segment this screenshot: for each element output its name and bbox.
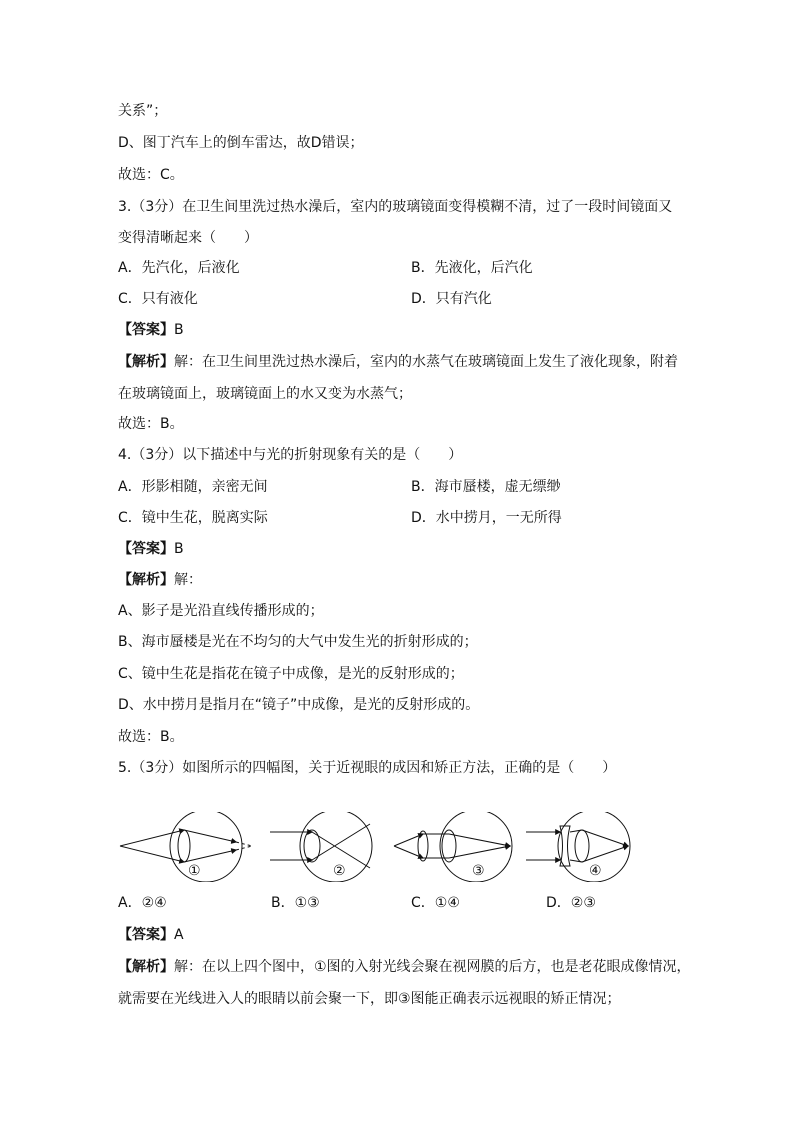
q4-option-a: A．形影相随，亲密无间 [118, 479, 268, 495]
answer-value: A [174, 927, 184, 943]
q3-option-a: A．先汽化，后液化 [118, 260, 240, 276]
question-5-stem: 5.（3分）如图所示的四幅图，关于近视眼的成因和矫正方法，正确的是（ ） [118, 760, 617, 776]
question-3-stem: 3.（3分）在卫生间里洗过热水澡后，室内的玻璃镜面变得模糊不清，过了一段时间镜面又 [118, 199, 673, 215]
question-4-stem: 4.（3分）以下描述中与光的折射现象有关的是（ ） [118, 447, 463, 463]
q3-option-b: B．先液化，后汽化 [411, 260, 533, 276]
q4-analysis-line: B、海市蜃楼是光在不均匀的大气中发生光的折射形成的； [118, 634, 478, 650]
q3-option-d: D．只有汽化 [411, 291, 492, 307]
figure-label-4: ④ [589, 863, 602, 879]
q3-analysis-cont: 在玻璃镜面上，玻璃镜面上的水又变为水蒸气； [118, 386, 412, 402]
analysis-text: 解：在卫生间里洗过热水澡后，室内的水蒸气在玻璃镜面上发生了液化现象，附着 [174, 354, 678, 370]
analysis-tag: 【解析】 [118, 572, 174, 588]
q5-option-b: B．①③ [271, 895, 320, 911]
q5-analysis [118, 957, 691, 977]
eye-diagram-3 [394, 812, 512, 882]
light-ray [120, 830, 184, 846]
light-ray [449, 846, 510, 858]
q4-option-d: D．水中捞月，一无所得 [411, 510, 562, 526]
q4-option-b: B．海市蜃楼，虚无缥缈 [411, 479, 561, 495]
question-3-stem-cont: 变得清晰起来（ ） [118, 230, 258, 246]
eye-diagram-1 [120, 812, 252, 882]
q4-analysis-line: A、影子是光沿直线传播形成的； [118, 603, 324, 619]
light-ray [312, 824, 370, 860]
analysis-text: 解： [174, 572, 202, 588]
q3-select: 故选：B。 [118, 416, 184, 432]
answer-value: B [174, 322, 184, 338]
corrective-concave-lens [560, 826, 570, 866]
light-ray [184, 850, 236, 862]
light-ray [184, 830, 236, 842]
text-line: D、图丁汽车上的倒车雷达，故D错误； [118, 135, 364, 151]
q5-analysis-cont: 就需要在光线进入人的眼睛以前会聚一下，即③图能正确表示远视眼的矫正情况； [118, 991, 621, 1007]
q5-option-d: D．②③ [546, 895, 596, 911]
answer-tag: 【答案】 [118, 927, 174, 943]
light-ray-extension [236, 842, 252, 846]
q4-answer [118, 539, 184, 559]
q4-analysis-line: D、水中捞月是指月在“镜子”中成像，是光的反射形成的。 [118, 697, 480, 713]
q4-analysis-line: C、镜中生花是指花在镜子中成像，是光的反射形成的； [118, 666, 464, 682]
analysis-tag: 【解析】 [118, 354, 174, 370]
q4-option-c: C．镜中生花，脱离实际 [118, 510, 268, 526]
q5-option-a: A．②④ [118, 895, 167, 911]
text-line: 故选：C。 [118, 167, 184, 183]
answer-tag: 【答案】 [118, 322, 174, 338]
figure-label-1: ① [188, 863, 201, 879]
eye-diagram-2 [270, 812, 372, 882]
text-line: 关系”； [118, 103, 168, 119]
analysis-tag: 【解析】 [118, 959, 174, 975]
q4-analysis [118, 570, 202, 590]
q3-option-c: C．只有液化 [118, 291, 198, 307]
eye-lens [304, 830, 320, 862]
q5-answer [118, 925, 184, 945]
light-ray [449, 834, 510, 846]
answer-tag: 【答案】 [118, 541, 174, 557]
q5-option-c: C．①④ [411, 895, 460, 911]
light-ray [120, 846, 184, 862]
q3-answer [118, 320, 184, 340]
eyeball [170, 812, 242, 882]
analysis-text: 解：在以上四个图中，①图的入射光线会聚在视网膜的后方，也是老花眼成像情况， [174, 959, 691, 975]
q4-select: 故选：B。 [118, 729, 184, 745]
q3-analysis [118, 352, 678, 372]
figure-label-3: ③ [472, 863, 485, 879]
answer-value: B [174, 541, 184, 557]
eye-lens [178, 830, 190, 862]
eye-lens [575, 830, 589, 862]
light-ray-extension [236, 846, 252, 850]
eye-diagram-4 [526, 812, 630, 882]
figure-label-2: ② [333, 863, 346, 879]
